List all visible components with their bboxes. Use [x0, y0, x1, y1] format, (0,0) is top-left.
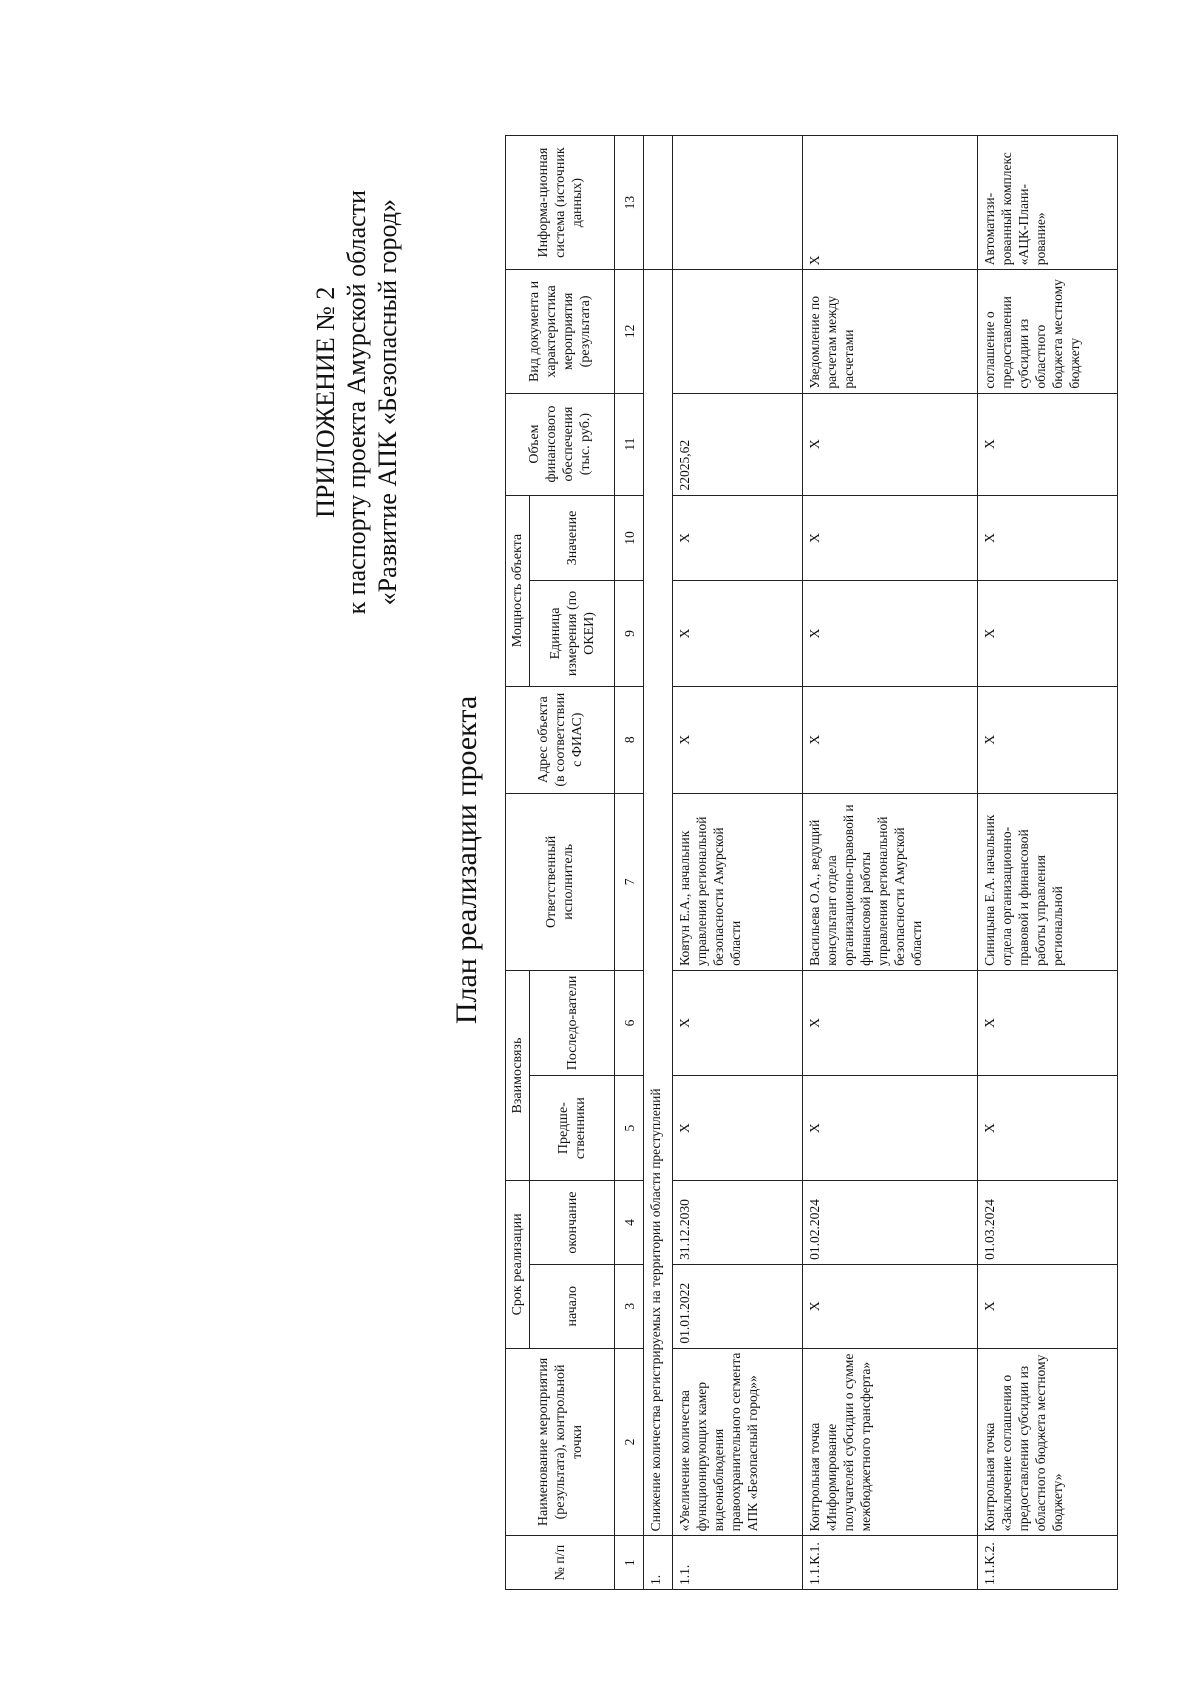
row-doc-type: соглашение о предоставлении субсидии из областного бюджета местному бюджету — [978, 270, 1118, 393]
column-number: 10 — [615, 495, 644, 581]
column-number: 4 — [615, 1181, 644, 1265]
row-successors: Х — [978, 970, 1118, 1075]
header-address: Адрес объекта (в соответствии с ФИАС) — [506, 686, 615, 793]
row-address: Х — [803, 686, 978, 793]
row-responsible: Синицына Е.А. начальник отдела организационно-правовой и финансовой работы управления региональной — [978, 793, 1118, 970]
row-unit: Х — [803, 581, 978, 686]
row-num: 1.1. — [673, 1536, 803, 1590]
appendix-header — [310, 190, 403, 614]
column-number: 13 — [615, 136, 644, 270]
row-name: Контрольная точка «Информирование получателей субсидии о сумме межбюджетного трансферта» — [803, 1348, 978, 1536]
row-funding: 22025,62 — [673, 393, 803, 495]
row-num: 1.1.К.2. — [978, 1536, 1118, 1590]
row-value: Х — [978, 495, 1118, 581]
header-name: Наименование мероприятия (результата), контрольной точки — [506, 1348, 615, 1536]
column-number: 6 — [615, 970, 644, 1075]
row-funding: Х — [803, 393, 978, 495]
column-number: 5 — [615, 1076, 644, 1181]
row-info-system: Автоматизи-рованный комплекс «АЦК-Плани-рование» — [978, 136, 1118, 270]
header-start: начало — [530, 1264, 615, 1348]
header-num: № п/п — [506, 1536, 615, 1590]
plan-table — [505, 135, 1118, 1590]
row-name: Контрольная точка «Заключение соглашения о предоставлении субсидии из областного бюджета местному бюджету» — [978, 1348, 1118, 1536]
rotated-page — [310, 130, 1100, 1590]
row-start: 01.01.2022 — [673, 1264, 803, 1348]
row-name: «Увеличение количества функционирующих камер видеонаблюдения правоохранительного сегмента АПК «Безопасный город»» — [673, 1348, 803, 1536]
table-row — [803, 136, 978, 1590]
appendix-title: ПРИЛОЖЕНИЕ № 2 — [311, 286, 340, 518]
row-responsible: Ковтун Е.А., начальник управления региональной безопасности Амурской области — [673, 793, 803, 970]
header-period: Срок реализации — [506, 1181, 530, 1348]
row-info-system: Х — [803, 136, 978, 270]
row-doc-type — [673, 270, 803, 393]
appendix-project-name: «Развитие АПК «Безопасный город» — [373, 199, 402, 606]
table-row — [978, 136, 1118, 1590]
row-successors: Х — [673, 970, 803, 1075]
section-title: Снижение количества регистрируемых на территории области преступлений — [644, 270, 673, 1536]
row-info-system — [673, 136, 803, 270]
row-responsible: Васильева О.А., ведущий консультант отдела организационно-правовой и финансовой работы управления региональной безопасности Амурской области — [803, 793, 978, 970]
column-numbers-row — [615, 136, 644, 1590]
column-number: 8 — [615, 686, 644, 793]
row-unit: Х — [673, 581, 803, 686]
table-row — [673, 136, 803, 1590]
row-start: Х — [978, 1264, 1118, 1348]
header-unit: Единица измерения (по ОКЕИ) — [530, 581, 615, 686]
column-number: 2 — [615, 1348, 644, 1536]
header-funding: Объем финансового обеспечения (тыс. руб.) — [506, 393, 615, 495]
column-number: 12 — [615, 270, 644, 393]
header-responsible: Ответственный исполнитель — [506, 793, 615, 970]
row-start: Х — [803, 1264, 978, 1348]
column-number: 11 — [615, 393, 644, 495]
row-end: 01.02.2024 — [803, 1181, 978, 1265]
column-number: 1 — [615, 1536, 644, 1590]
row-predecessors: Х — [673, 1076, 803, 1181]
header-info-system: Информа-ционная система (источник данных) — [506, 136, 615, 270]
section-row — [644, 136, 673, 1590]
row-address: Х — [673, 686, 803, 793]
header-row-1 — [506, 136, 530, 1590]
column-number: 3 — [615, 1264, 644, 1348]
row-value: Х — [803, 495, 978, 581]
appendix-subtitle: к паспорту проекта Амурской области — [342, 190, 371, 615]
section-empty-cell — [644, 136, 673, 270]
row-end: 31.12.2030 — [673, 1181, 803, 1265]
column-number: 7 — [615, 793, 644, 970]
header-capacity: Мощность объекта — [506, 495, 530, 686]
row-doc-type: Уведомление по расчетам между расчетами — [803, 270, 978, 393]
header-successors: Последо-ватели — [530, 970, 615, 1075]
row-num: 1.1.К.1. — [803, 1536, 978, 1590]
row-address: Х — [978, 686, 1118, 793]
header-predecessors: Предше-ственники — [530, 1076, 615, 1181]
header-value: Значение — [530, 495, 615, 581]
row-successors: Х — [803, 970, 978, 1075]
row-funding: Х — [978, 393, 1118, 495]
header-relation: Взаимосвязь — [506, 970, 530, 1180]
row-predecessors: Х — [803, 1076, 978, 1181]
document-title: План реализации проекта — [450, 695, 483, 1025]
header-end: окончание — [530, 1181, 615, 1265]
row-value: Х — [673, 495, 803, 581]
row-unit: Х — [978, 581, 1118, 686]
row-predecessors: Х — [978, 1076, 1118, 1181]
section-num: 1. — [644, 1536, 673, 1590]
row-end: 01.03.2024 — [978, 1181, 1118, 1265]
header-doc-type: Вид документа и характеристика мероприятия (результата) — [506, 270, 615, 393]
column-number: 9 — [615, 581, 644, 686]
